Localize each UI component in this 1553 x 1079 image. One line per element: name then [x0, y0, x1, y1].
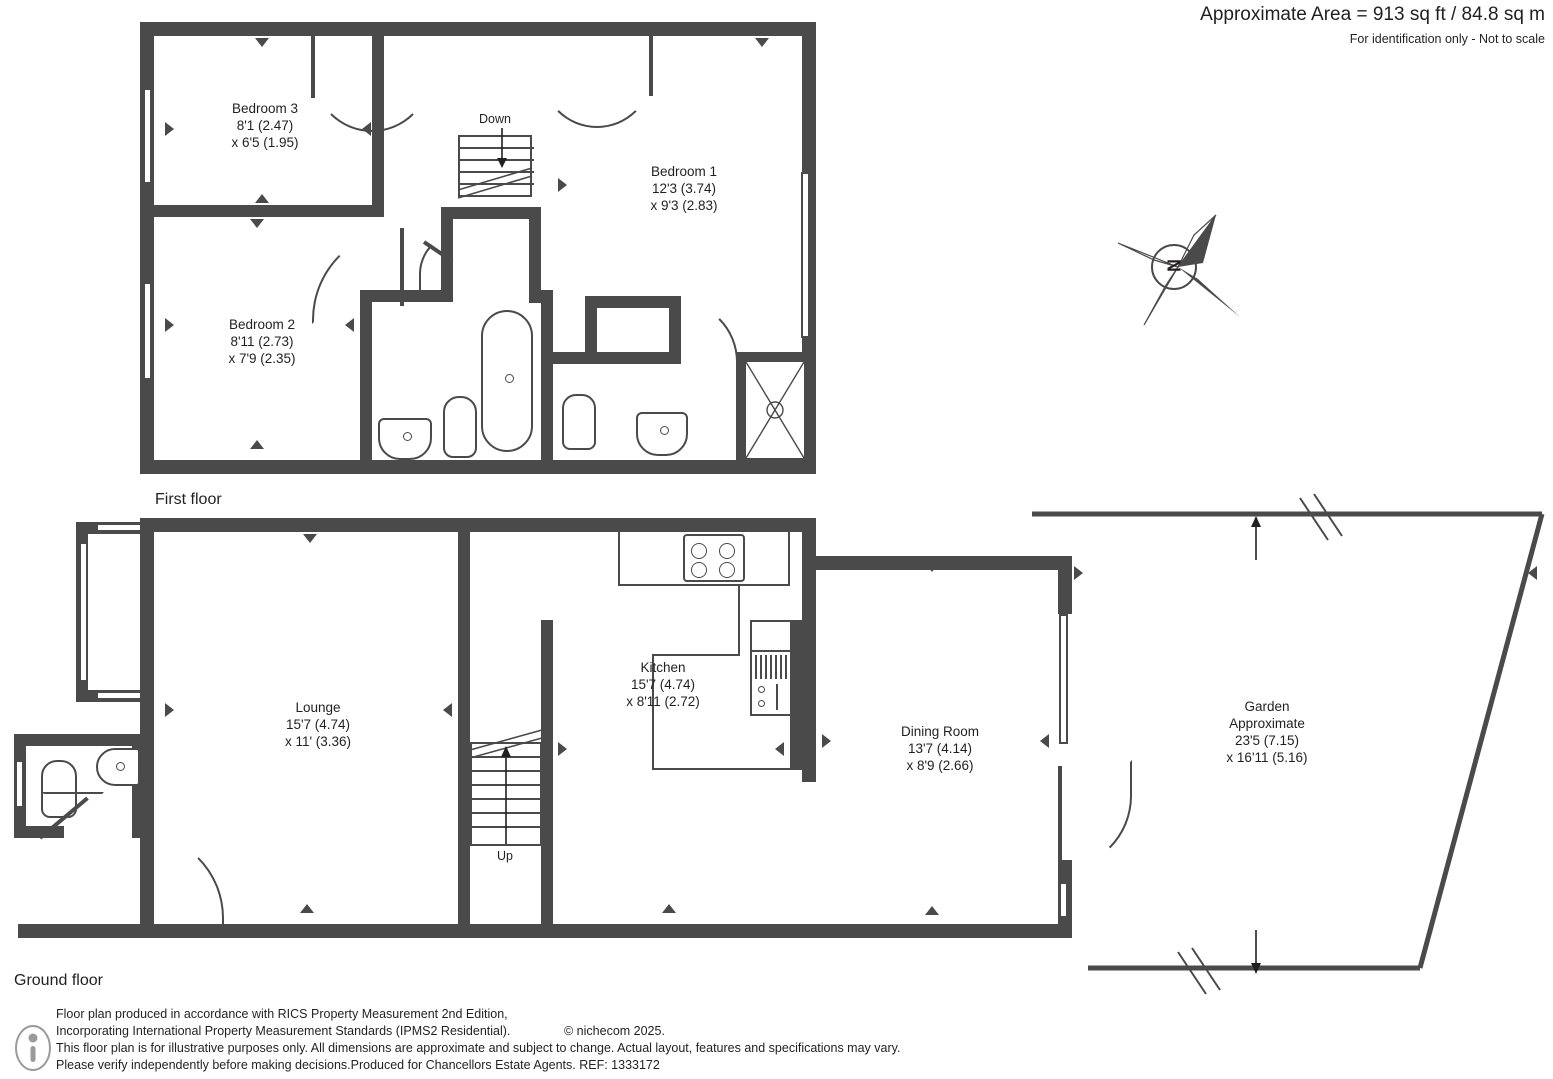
- room-subtitle: Approximate: [1229, 716, 1305, 731]
- kitchen-counter-line-vertical: [738, 586, 740, 654]
- wall-bathroom-right: [541, 290, 553, 474]
- wall-hall-right-upper: [541, 620, 553, 718]
- footer-copyright: © nichecom 2025.: [564, 1024, 665, 1038]
- room-dim-1: 15'7 (4.74): [285, 717, 351, 732]
- wall-ground-bottom-left: [18, 924, 150, 938]
- door-bedroom1-arc: [541, 36, 653, 128]
- kitchen-sink-unit: [750, 650, 792, 716]
- arrow-hall-left: [558, 742, 567, 756]
- shower-tray: [744, 360, 806, 460]
- arrow-bedroom2-top: [250, 219, 264, 228]
- wall-stair-right: [529, 207, 541, 303]
- room-label-garden: [1187, 698, 1347, 766]
- arrow-bedroom1-top: [755, 38, 769, 47]
- wall-ground-top: [140, 518, 816, 532]
- wash-basin-ensuite: [636, 412, 688, 456]
- arrow-lounge-top: [303, 534, 317, 543]
- room-name: Bedroom 1: [650, 164, 718, 179]
- door-wc-arc: [42, 792, 104, 840]
- stairs-up-label: Up: [497, 849, 513, 863]
- arrow-garden-bottom: [1248, 930, 1264, 976]
- wall-ensuite-left: [585, 296, 597, 354]
- arrow-lounge-bottom: [300, 904, 314, 913]
- room-dim-1: 12'3 (3.74): [651, 181, 717, 196]
- room-name: Bedroom 2: [228, 317, 296, 332]
- door-bedroom2-arc: [312, 228, 404, 324]
- room-dim-2: x 8'9 (2.66): [906, 758, 974, 773]
- room-dim-2: x 16'11 (5.16): [1226, 750, 1308, 765]
- wall-wc-top: [14, 734, 144, 746]
- wall-bedroom3-bottom: [140, 205, 384, 217]
- approximate-area-text: Approximate Area = 913 sq ft / 84.8 sq m: [1200, 4, 1545, 25]
- door-bedroom2-panel: [400, 228, 404, 306]
- room-dim-2: x 9'3 (2.83): [650, 198, 718, 213]
- arrow-garden-right: [1528, 566, 1537, 580]
- room-label-bedroom2: [182, 316, 342, 367]
- arrow-garden-top: [1248, 514, 1264, 560]
- kitchen-counter-line-bottom2: [652, 768, 792, 770]
- room-dim-2: x 8'11 (2.72): [626, 694, 700, 709]
- door-front-arc: [138, 832, 224, 926]
- staircase-down-diagonal: [458, 172, 538, 202]
- footer-line-2a: Incorporating International Property Measurement Standards (IPMS2 Residential).: [56, 1024, 511, 1038]
- wall-ensuite-top: [585, 296, 681, 308]
- arrow-dining-bottom: [925, 906, 939, 915]
- room-label-bedroom1: [604, 163, 764, 214]
- arrow-kitchen-right: [775, 742, 784, 756]
- arrow-bedroom2-left: [165, 318, 174, 332]
- wall-ground-bottom: [140, 924, 816, 938]
- room-dim-1: 8'11 (2.73): [230, 334, 294, 349]
- room-dim-1: 8'1 (2.47): [236, 118, 294, 133]
- compass-rose: [1108, 205, 1248, 335]
- kitchen-drainer: [750, 620, 792, 650]
- arrow-bedroom3-right: [362, 122, 371, 136]
- window-wc-left: [15, 760, 24, 808]
- wall-first-bottom: [140, 460, 816, 474]
- compass-north-letter: N: [1164, 259, 1185, 272]
- wall-ground-right: [802, 532, 816, 782]
- wall-bedroom1-bottom: [553, 352, 681, 364]
- wall-landing-top: [441, 207, 541, 219]
- window-bay-top: [96, 523, 142, 532]
- arrow-bedroom3-left: [165, 122, 174, 136]
- first-floor-label: First floor: [155, 491, 222, 508]
- room-label-lounge: [238, 699, 398, 750]
- room-dim-1: 23'5 (7.15): [1234, 733, 1300, 748]
- arrow-bedroom1-bottom: [755, 352, 769, 361]
- room-label-kitchen: [583, 659, 743, 710]
- door-bedroom3-panel: [311, 36, 315, 98]
- wall-bedroom3-door-head: [313, 22, 385, 36]
- window-bedroom1-right: [801, 172, 810, 338]
- wash-basin-bathroom: [378, 418, 432, 460]
- wall-lounge-right: [458, 518, 470, 718]
- room-name: Garden: [1244, 699, 1290, 714]
- arrow-bedroom3-top: [255, 38, 269, 47]
- identification-note: For identification only - Not to scale: [1349, 32, 1545, 46]
- stairs-down-label: Down: [479, 112, 511, 126]
- room-dim-2: x 6'5 (1.95): [231, 135, 299, 150]
- arrow-garden-left: [1074, 566, 1083, 580]
- door-ensuite-arc: [676, 300, 738, 362]
- toilet-ensuite: [562, 394, 596, 450]
- room-name: Dining Room: [900, 724, 980, 739]
- room-dim-2: x 7'9 (2.35): [228, 351, 296, 366]
- kitchen-counter-line-left: [652, 654, 740, 656]
- window-bay-left: [79, 542, 88, 682]
- wash-basin-wc: [96, 748, 140, 786]
- arrow-dining-left: [822, 734, 831, 748]
- stairs-down-arrow: [494, 128, 510, 168]
- ground-floor-label: Ground floor: [14, 972, 103, 989]
- room-label-dining-room: [855, 723, 1025, 774]
- arrow-hall-bottom: [662, 904, 676, 913]
- arrow-lounge-right: [443, 703, 452, 717]
- arrow-bedroom2-right: [345, 318, 354, 332]
- room-dim-1: 15'7 (4.74): [630, 677, 696, 692]
- arrow-lounge-left: [165, 703, 174, 717]
- door-bedroom1-panel: [649, 36, 653, 96]
- door-front-panel: [140, 832, 144, 924]
- footer-line-3: This floor plan is for illustrative purposes only. All dimensions are approximate and subject to change. Actual layout, features and specifications may vary.: [56, 1041, 901, 1055]
- arrow-dining-top: [925, 563, 939, 572]
- wall-first-top: [140, 22, 816, 36]
- bath-tub: [481, 310, 533, 452]
- room-label-bedroom3: [185, 100, 345, 151]
- stairs-up-arrow: [498, 746, 514, 846]
- window-bay-bottom: [96, 691, 142, 700]
- wall-hall-left: [458, 718, 470, 938]
- footer-line-4: Please verify independently before making decisions.Produced for Chancellors Estate Agents. REF: 1333172: [56, 1058, 660, 1072]
- window-bedroom3-left: [143, 88, 152, 184]
- info-icon: [14, 1024, 52, 1072]
- room-dim-1: 13'7 (4.14): [907, 741, 973, 756]
- room-dim-2: x 11' (3.36): [284, 734, 352, 749]
- footer-line-1: Floor plan produced in accordance with RICS Property Measurement 2nd Edition,: [56, 1007, 508, 1021]
- room-name: Kitchen: [640, 660, 686, 675]
- room-name: Bedroom 3: [231, 101, 299, 116]
- room-name: Lounge: [295, 700, 341, 715]
- arrow-bedroom3-bottom: [255, 194, 269, 203]
- toilet-bathroom: [443, 396, 477, 458]
- wall-ground-left: [140, 518, 154, 718]
- arrow-bedroom1-left: [558, 178, 567, 192]
- arrow-dining-right: [1040, 734, 1049, 748]
- door-ensuite-panel: [676, 300, 680, 360]
- window-bedroom2-left: [143, 282, 152, 380]
- hob: [683, 534, 745, 582]
- arrow-bedroom2-bottom: [250, 440, 264, 449]
